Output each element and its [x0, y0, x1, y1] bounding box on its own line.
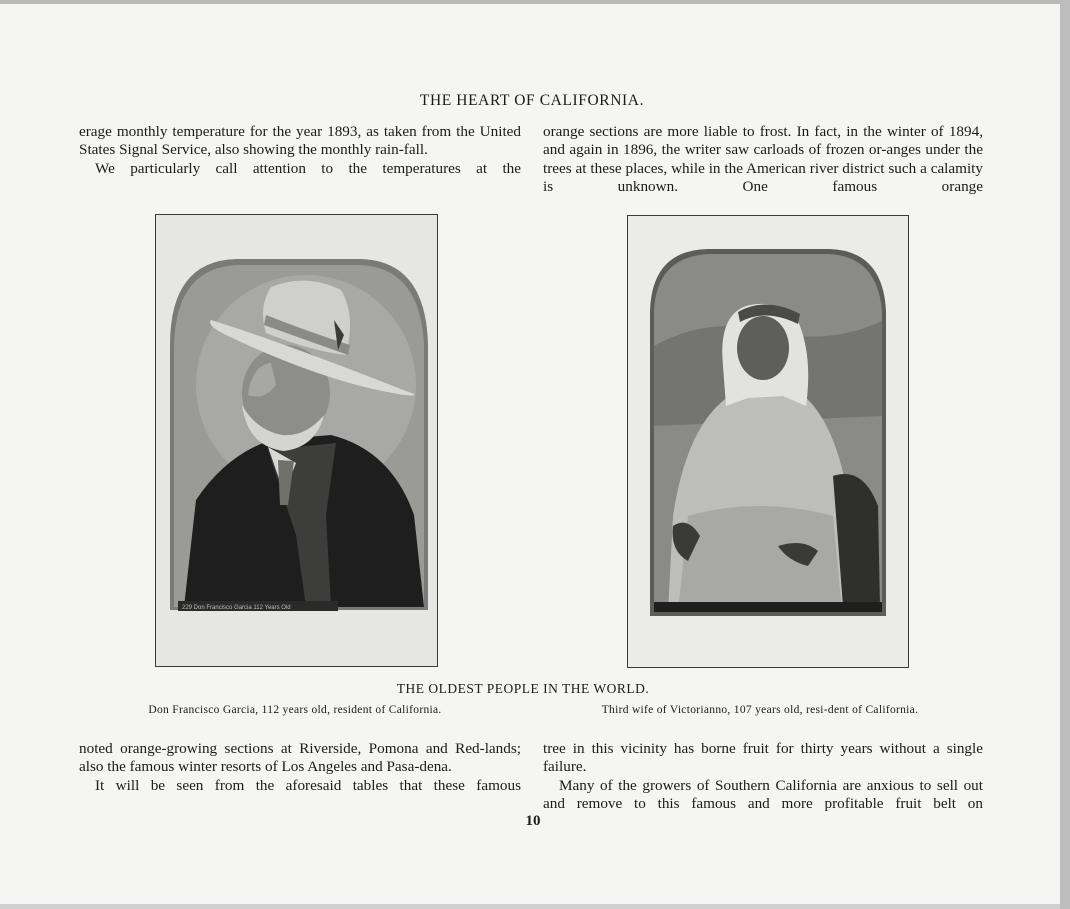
paragraph: orange sections are more liable to frost. In fact, in the winter of 1894, and again in 1896, the writer saw carloads of frozen or-anges under the trees at these places, while in the American river district such a calamity is unknown. One famous orange: [543, 123, 983, 196]
paragraph: erage monthly temperature for the year 1893, as taken from the United States Signal Service, also showing the monthly rain-fall.: [79, 123, 521, 159]
plate-label: 229 Don Francisco Garcia 112 Years Old: [182, 605, 291, 611]
paragraph: It will be seen from the aforesaid tables that these famous: [95, 776, 521, 794]
running-title: THE HEART OF CALIFORNIA.: [419, 92, 645, 109]
caption-left: Don Francisco Garcia, 112 years old, resident of California.: [148, 704, 442, 716]
text-column-bottom-left: [79, 740, 521, 795]
paragraph: We particularly call attention to the temperatures at the: [95, 159, 521, 177]
paragraph: noted orange-growing sections at Riverside, Pomona and Red-lands; also the famous winter resorts of Los Angeles and Pasa-dena.: [79, 740, 521, 776]
photo-don-francisco-garcia: [155, 214, 438, 667]
portrait-man-illustration: [156, 215, 437, 666]
paragraph: tree in this vicinity has borne fruit for thirty years without a single failure.: [543, 740, 983, 776]
text-column-top-right: [543, 123, 983, 197]
page-edge: [1060, 0, 1070, 909]
text-column-top-left: [79, 123, 521, 178]
paragraph: Many of the growers of Southern California are anxious to sell out and remove to this famous and more profitable fruit belt on: [543, 776, 983, 813]
book-page: [0, 4, 1060, 904]
page-number: 10: [525, 813, 541, 829]
portrait-woman-illustration: [628, 216, 908, 667]
caption-right: Third wife of Victorianno, 107 years old, resi-dent of California.: [601, 704, 919, 716]
text-column-bottom-right: [543, 740, 983, 814]
photo-wife-of-victorianno: [627, 215, 909, 668]
plate-title: THE OLDEST PEOPLE IN THE WORLD.: [396, 681, 650, 696]
